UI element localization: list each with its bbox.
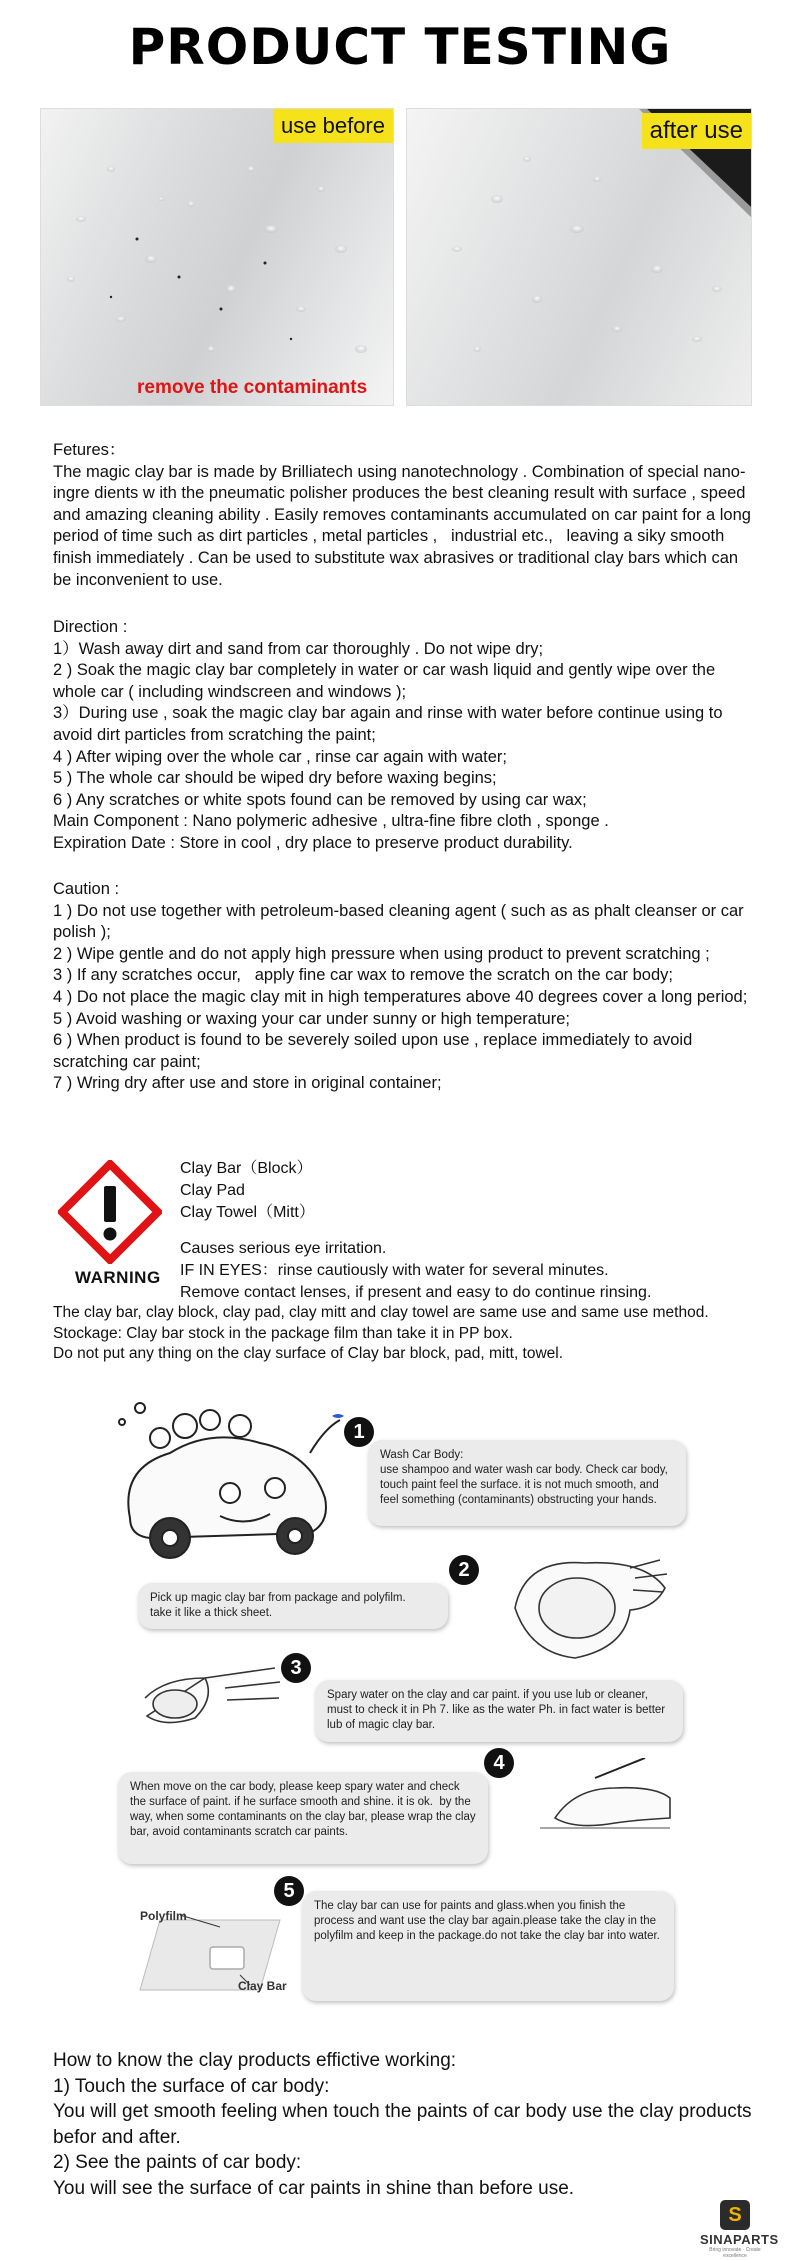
product-clay-pad: Clay Pad: [180, 1182, 245, 1199]
howto-line: You will see the surface of car paints in shine than before use.: [53, 2177, 575, 2199]
step-2-bubble: Pick up magic clay bar from package and polyfilm. take it like a thick sheet.: [138, 1583, 448, 1629]
howto-section: [53, 2048, 773, 2201]
direction-heading: Direction :: [53, 618, 128, 636]
direction-line: 3）During use , soak the magic clay bar again and rinse with water before continue using to avoid dirt particles from scratching the paint;: [53, 704, 728, 744]
step-1-bubble: Wash Car Body: use shampoo and water wash car body. Check car body, touch paint feel the surface. it is not much smooth, and feel something (contaminants) obstructing your hands.: [368, 1440, 686, 1526]
water-drops-illustration: [41, 109, 394, 406]
features-heading: Fetures：: [53, 441, 126, 459]
howto-line: 1) Touch the surface of car body:: [53, 2075, 330, 2097]
polyfilm-label: Polyfilm: [140, 1909, 187, 1923]
warning-note: Causes serious eye irritation.: [180, 1240, 387, 1257]
step-number: 4: [484, 1748, 514, 1778]
warning-label: WARNING: [75, 1268, 161, 1287]
car-washing-illustration: [110, 1398, 350, 1568]
stock-line: Stockage: Clay bar stock in the package film than take it in PP box.: [53, 1324, 513, 1342]
features-body: The magic clay bar is made by Brilliatech using nanotechnology . Combination of special nano-ingre dients w ith the pneumatic polisher produces the best cleaning result with surface , speed and amazing cleaning ability . Easily removes contaminants accumulated on car paint for a long period of time such as dirt particles , metal particles , industrial etc., leaving a siky smooth finish immediately . Can be used to substitute wax abrasives or traditional clay bars which can be inconvenient to use.: [53, 462, 756, 589]
warning-note: Remove contact lenses, if present and easy to do continue rinsing.: [180, 1284, 652, 1301]
caution-line: 3 ) If any scratches occur, apply fine car wax to remove the scratch on the car body;: [53, 966, 673, 985]
before-photo: [40, 108, 394, 406]
howto-line: 2) See the paints of car body:: [53, 2152, 302, 2173]
howto-line: You will get smooth feeling when touch the paints of car body use the clay products befor and after.: [53, 2101, 757, 2148]
caution-line: 5 ) Avoid washing or waxing your car under sunny or high temperature;: [53, 1009, 570, 1028]
features-section: [53, 440, 758, 591]
page-title: PRODUCT TESTING: [128, 18, 672, 76]
spray-water-hand-illustration: [135, 1648, 295, 1738]
direction-line: 4 ) After wiping over the whole car , rinse car again with water;: [53, 747, 507, 766]
caution-line: 7 ) Wring dry after use and store in original container;: [53, 1074, 442, 1093]
expiration-date: Expiration Date : Store in cool , dry place to preserve product durability.: [53, 833, 573, 852]
warning-text: [180, 1158, 651, 1304]
step-number: 5: [274, 1876, 304, 1906]
main-component: Main Component : Nano polymeric adhesive , ultra-fine fibre cloth , sponge .: [53, 812, 609, 831]
water-drops-illustration: [407, 109, 752, 406]
step-number: 1: [344, 1417, 374, 1447]
clay-bar-label: Clay Bar: [238, 1979, 287, 1993]
remove-contaminants-caption: remove the contaminants: [137, 377, 368, 398]
product-clay-towel: Clay Towel（Mitt）: [180, 1204, 315, 1221]
howto-heading: How to know the clay products effictive working:: [53, 2050, 457, 2071]
logo-tagline: Bring innovate · Create excellence: [709, 2247, 761, 2259]
use-before-tag: use before: [273, 109, 393, 143]
exclamation-warning-icon: [58, 1160, 162, 1264]
direction-line: 2 ) Soak the magic clay bar completely in water or car wash liquid and gently wipe over the whole car ( including windscreen and windows );: [53, 661, 720, 701]
caution-section: [53, 879, 758, 1095]
direction-section: [53, 617, 758, 855]
warning-note: IF IN EYES：rinse cautiously with water for several minutes.: [180, 1262, 609, 1279]
step-4-bubble: When move on the car body, please keep spary water and check the surface of paint. if he surface smooth and shine. it is ok. by the way, when some contaminants on the clay bar, please wrap the clay bar, avoid contaminants scratch car paints.: [118, 1772, 488, 1864]
sinaparts-logo: [700, 2200, 779, 2259]
logo-mark-icon: S: [720, 2200, 750, 2230]
step-5-bubble: The clay bar can use for paints and glass.when you finish the process and want use the clay bar again.please take the clay in the polyfilm and keep in the package.do not take the clay bar into water.: [302, 1891, 674, 2001]
stock-line: Do not put any thing on the clay surface of Clay bar block, pad, mitt, towel.: [53, 1345, 564, 1362]
caution-line: 2 ) Wipe gentle and do not apply high pressure when using product to prevent scratching ;: [53, 944, 710, 963]
caution-line: 4 ) Do not place the magic clay mit in high temperatures above 40 degrees cover a long period;: [53, 987, 748, 1006]
step-3-bubble: Spary water on the clay and car paint. if you use lub or cleaner, must to check it in Ph 7. like as the water Ph. in fact water is better lub of magic clay bar.: [315, 1680, 683, 1742]
step-number: 2: [449, 1555, 479, 1585]
hand-holding-clay-illustration: [505, 1548, 675, 1668]
after-photo: [406, 108, 752, 406]
step-number: 3: [281, 1653, 311, 1683]
direction-line: 5 ) The whole car should be wiped dry before waxing begins;: [53, 769, 497, 788]
product-clay-bar: Clay Bar（Block）: [180, 1160, 313, 1177]
logo-name: SINAPARTS: [700, 2232, 779, 2247]
after-use-tag: after use: [642, 113, 751, 149]
caution-line: 1 ) Do not use together with petroleum-based cleaning agent ( such as as phalt cleanser or car polish );: [53, 901, 749, 942]
stock-line: The clay bar, clay block, clay pad, clay mitt and clay towel are same use and same use method.: [53, 1304, 709, 1321]
stock-notes: [53, 1303, 773, 1365]
direction-line: 1）Wash away dirt and sand from car thoroughly . Do not wipe dry;: [53, 639, 544, 658]
direction-line: 6 ) Any scratches or white spots found can be removed by using car wax;: [53, 790, 587, 809]
wiping-car-hand-illustration: [535, 1758, 675, 1858]
caution-line: 6 ) When product is found to be severely soiled upon use , replace immediately to avoid scratching car paint;: [53, 1031, 697, 1071]
caution-heading: Caution :: [53, 880, 120, 898]
